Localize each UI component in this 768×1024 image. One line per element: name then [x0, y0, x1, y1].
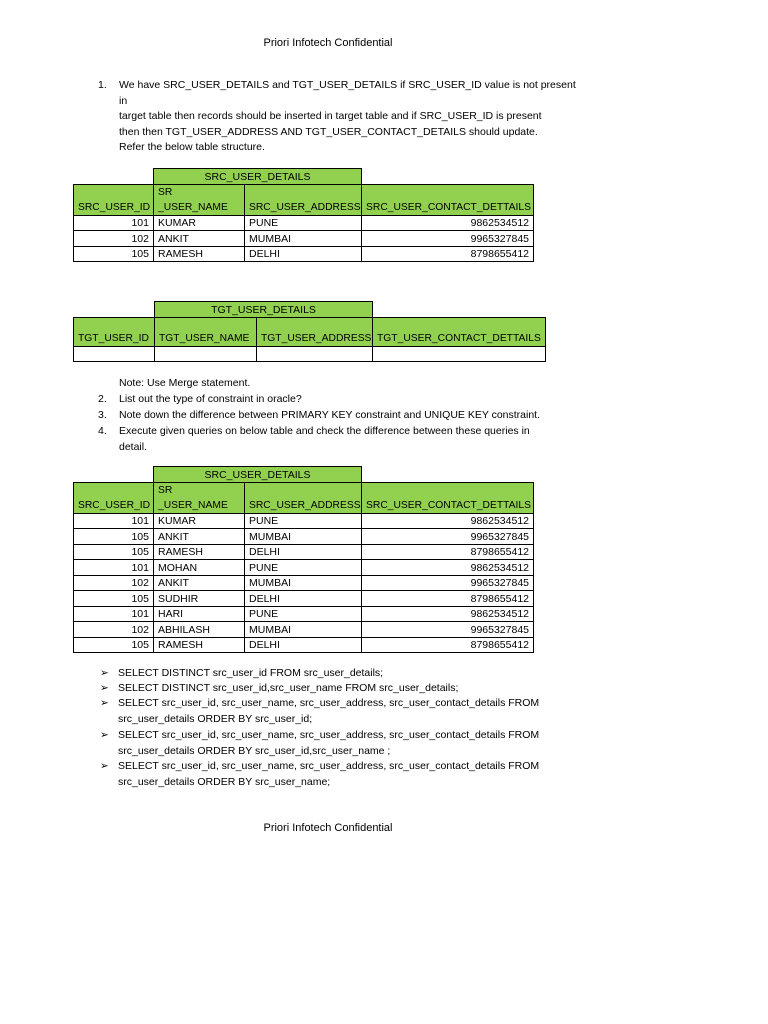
cell-address: PUNE — [245, 560, 362, 576]
empty-cell — [257, 346, 373, 362]
cell-contact: 9862534512 — [362, 606, 534, 622]
src-user-details-table-1 — [73, 168, 534, 262]
query-item — [100, 696, 570, 727]
query-item — [100, 759, 570, 790]
arrow-bullet-icon: ➢ — [100, 760, 109, 772]
question-line: Execute given queries on below table and check the difference between these queries in — [119, 425, 530, 437]
cell-id: 102 — [74, 622, 154, 638]
cell-name: SUDHIR — [154, 591, 245, 607]
query-line: SELECT src_user_id, src_user_name, src_user_address, src_user_contact_details FROM — [118, 760, 540, 772]
cell-contact: 8798655412 — [362, 544, 534, 560]
question-line: We have SRC_USER_DETAILS and TGT_USER_DETAILS if SRC_USER_ID value is not present in — [119, 79, 576, 107]
cell-address: MUMBAI — [245, 622, 362, 638]
arrow-bullet-icon: ➢ — [100, 667, 109, 679]
table-row — [74, 606, 534, 622]
empty-cell — [74, 346, 155, 362]
cell-name: ANKIT — [154, 529, 245, 545]
column-header: SRC_USER_ID — [74, 184, 154, 215]
cell-name: HARI — [154, 606, 245, 622]
cell-address: MUMBAI — [245, 529, 362, 545]
table-row — [74, 513, 534, 529]
empty-cell — [373, 346, 546, 362]
arrow-bullet-icon: ➢ — [100, 682, 109, 694]
query-line: SELECT DISTINCT src_user_id FROM src_user_details; — [118, 667, 384, 679]
arrow-bullet-icon: ➢ — [100, 729, 109, 741]
cell-contact: 9965327845 — [362, 622, 534, 638]
column-header: TGT_USER_NAME — [155, 317, 257, 346]
cell-name: KUMAR — [154, 215, 245, 231]
question-line: Note down the difference between PRIMARY KEY constraint and UNIQUE KEY constraint. — [119, 409, 541, 421]
column-header: SRC_USER_ADDRESS — [245, 184, 362, 215]
table-title: SRC_USER_DETAILS — [154, 169, 362, 185]
cell-name: MOHAN — [154, 560, 245, 576]
table-row — [74, 215, 534, 231]
question-number: 3. — [98, 409, 107, 421]
cell-id: 102 — [74, 231, 154, 247]
cell-id: 105 — [74, 637, 154, 653]
cell-id: 101 — [74, 513, 154, 529]
cell-name: ANKIT — [154, 575, 245, 591]
cell-id: 102 — [74, 575, 154, 591]
merge-note: Note: Use Merge statement. — [119, 377, 251, 389]
cell-address: DELHI — [245, 591, 362, 607]
cell-contact: 9862534512 — [362, 560, 534, 576]
page-header: Priori Infotech Confidential — [263, 37, 393, 49]
cell-contact: 9965327845 — [362, 575, 534, 591]
cell-id: 101 — [74, 606, 154, 622]
query-item — [100, 681, 570, 697]
table-row — [74, 346, 546, 362]
cell-name: RAMESH — [154, 637, 245, 653]
question-line: detail. — [119, 440, 148, 453]
column-header: TGT_USER_ADDRESS — [257, 317, 373, 346]
tgt-user-details-table — [73, 301, 546, 362]
query-line: SELECT src_user_id, src_user_name, src_user_address, src_user_contact_details FROM — [118, 729, 540, 741]
src-user-details-table-2 — [73, 466, 534, 653]
cell-address: DELHI — [245, 544, 362, 560]
cell-id: 101 — [74, 215, 154, 231]
query-line: src_user_details ORDER BY src_user_name; — [118, 775, 331, 788]
question-4 — [100, 424, 570, 455]
cell-address: DELHI — [245, 637, 362, 653]
cell-contact: 9862534512 — [362, 513, 534, 529]
cell-contact: 9965327845 — [362, 529, 534, 545]
cell-contact: 8798655412 — [362, 591, 534, 607]
arrow-bullet-icon: ➢ — [100, 697, 109, 709]
cell-id: 105 — [74, 544, 154, 560]
cell-address: PUNE — [245, 215, 362, 231]
table-title: SRC_USER_DETAILS — [154, 467, 362, 483]
cell-address: MUMBAI — [245, 575, 362, 591]
table-row — [74, 560, 534, 576]
cell-name: RAMESH — [154, 544, 245, 560]
question-line: then then TGT_USER_ADDRESS AND TGT_USER_CONTACT_DETAILS should update. — [119, 125, 538, 138]
column-header: TGT_USER_CONTACT_DETTAILS — [373, 317, 546, 346]
cell-name: RAMESH — [154, 246, 245, 262]
question-number: 4. — [98, 425, 107, 437]
column-header: SRC_USER_CONTACT_DETTAILS — [362, 184, 534, 215]
cell-id: 105 — [74, 246, 154, 262]
question-number: 1. — [98, 79, 107, 91]
cell-address: MUMBAI — [245, 231, 362, 247]
query-line: SELECT DISTINCT src_user_id,src_user_name FROM src_user_details; — [118, 682, 459, 694]
table-row — [74, 246, 534, 262]
cell-contact: 8798655412 — [362, 637, 534, 653]
table-row — [74, 622, 534, 638]
column-header: SRC_USER_ADDRESS — [245, 482, 362, 513]
cell-id: 105 — [74, 591, 154, 607]
question-3 — [100, 408, 570, 424]
question-line: List out the type of constraint in oracle? — [119, 393, 302, 405]
table-row — [74, 231, 534, 247]
query-line: src_user_details ORDER BY src_user_id; — [118, 712, 313, 725]
question-1 — [100, 78, 580, 156]
table-row — [74, 575, 534, 591]
query-line: src_user_details ORDER BY src_user_id,src_user_name ; — [118, 744, 391, 757]
table-row — [74, 544, 534, 560]
cell-id: 101 — [74, 560, 154, 576]
column-header: TGT_USER_ID — [74, 317, 155, 346]
cell-name: ABHILASH — [154, 622, 245, 638]
question-line: target table then records should be inserted in target table and if SRC_USER_ID is present — [119, 110, 542, 123]
question-2 — [100, 392, 570, 408]
cell-contact: 9862534512 — [362, 215, 534, 231]
query-item — [100, 728, 570, 759]
table-title: TGT_USER_DETAILS — [155, 302, 373, 318]
question-number: 2. — [98, 393, 107, 405]
cell-contact: 9965327845 — [362, 231, 534, 247]
question-line: Refer the below table structure. — [119, 141, 265, 154]
cell-name: ANKIT — [154, 231, 245, 247]
page-footer: Priori Infotech Confidential — [263, 822, 393, 834]
cell-address: DELHI — [245, 246, 362, 262]
query-item — [100, 666, 570, 682]
table-row — [74, 529, 534, 545]
cell-name: KUMAR — [154, 513, 245, 529]
column-header: SR _USER_NAME — [154, 184, 245, 215]
empty-cell — [155, 346, 257, 362]
table-row — [74, 591, 534, 607]
cell-address: PUNE — [245, 606, 362, 622]
column-header: SR _USER_NAME — [154, 482, 245, 513]
column-header: SRC_USER_CONTACT_DETTAILS — [362, 482, 534, 513]
cell-id: 105 — [74, 529, 154, 545]
table-row — [74, 637, 534, 653]
column-header: SRC_USER_ID — [74, 482, 154, 513]
query-line: SELECT src_user_id, src_user_name, src_user_address, src_user_contact_details FROM — [118, 697, 540, 709]
cell-address: PUNE — [245, 513, 362, 529]
cell-contact: 8798655412 — [362, 246, 534, 262]
